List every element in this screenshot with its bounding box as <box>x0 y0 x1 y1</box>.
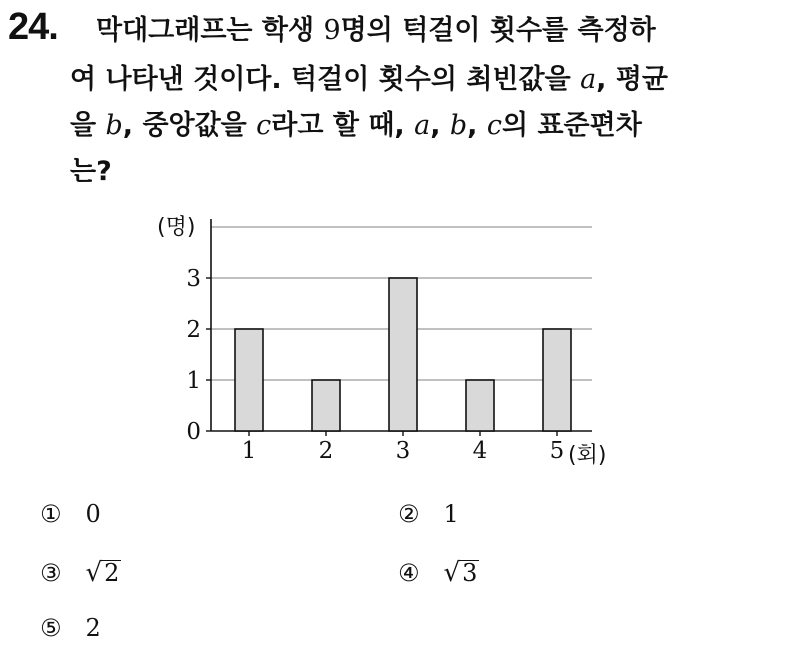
bar <box>389 278 417 431</box>
bar <box>466 380 494 431</box>
question-number: 24. <box>8 6 58 48</box>
choice-4[interactable] <box>398 558 479 588</box>
question-line-4: 는? <box>70 156 112 187</box>
x-tick-label: 3 <box>395 438 411 464</box>
x-tick-label: 1 <box>241 438 257 464</box>
choice-value: 2 <box>104 558 120 587</box>
choice-marker: ③ <box>40 559 62 587</box>
choice-marker: ⑤ <box>40 614 62 642</box>
y-tick-label: 3 <box>186 266 201 292</box>
sqrt-symbol: √ <box>443 558 461 588</box>
choice-1[interactable] <box>40 500 101 528</box>
bar <box>235 329 263 431</box>
choice-value: 2 <box>85 614 101 642</box>
x-tick-label: 2 <box>318 438 334 464</box>
choice-2[interactable] <box>398 500 459 528</box>
x-tick-label: 4 <box>472 438 488 464</box>
choice-marker: ④ <box>398 559 420 587</box>
sqrt-symbol: √ <box>85 558 103 588</box>
question-line-3: 을 b, 중앙값을 c라고 할 때, a, b, c의 표준편차 <box>70 110 642 141</box>
x-axis-label: (회) <box>568 443 607 468</box>
choice-value: 1 <box>443 500 459 528</box>
x-tick-label: 5 <box>549 438 565 464</box>
y-axis-label: (명) <box>157 215 196 240</box>
choice-3[interactable] <box>40 558 121 588</box>
y-tick-label: 1 <box>186 368 201 394</box>
question-line-2: 여 나타낸 것이다. 턱걸이 횟수의 최빈값을 a, 평균 <box>70 64 668 95</box>
choice-value: 0 <box>85 500 101 528</box>
bar <box>543 329 571 431</box>
y-tick-label: 0 <box>186 419 201 445</box>
choice-marker: ② <box>398 500 420 528</box>
choice-marker: ① <box>40 500 62 528</box>
y-tick-label: 2 <box>186 317 201 343</box>
question-line-1: 막대그래프는 학생 9명의 턱걸이 횟수를 측정하 <box>96 15 656 46</box>
choice-value: 3 <box>462 558 478 587</box>
bar <box>312 380 340 431</box>
choice-5[interactable] <box>40 614 101 642</box>
